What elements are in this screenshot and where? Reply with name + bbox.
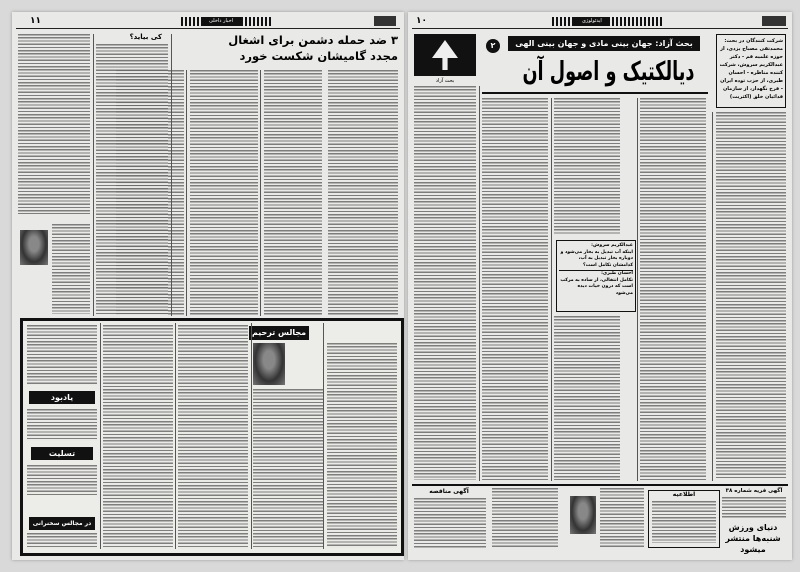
article-column	[482, 98, 548, 480]
article-column	[554, 98, 620, 234]
newspaper-logo	[762, 16, 786, 26]
sokhanrani-title: در مجالس سخنرانی	[29, 517, 95, 530]
ad-text	[722, 497, 786, 519]
notice-column	[178, 325, 248, 549]
photo	[20, 230, 48, 265]
sports-promo: دنیای ورزش شنبه‌ها منتشر میشود	[725, 523, 781, 554]
left-page	[12, 12, 404, 560]
page-header	[412, 16, 788, 29]
tree-icon	[432, 40, 458, 70]
headline-line-1: ۳ ضد حمله دشمن برای اشغال	[228, 33, 398, 47]
notices-section	[20, 318, 404, 556]
quote-author: عبدالکریم سروش:	[591, 243, 633, 248]
notice-column	[103, 325, 173, 549]
section-label: اخبار داخلی	[201, 17, 241, 26]
portrait-photo	[253, 343, 285, 385]
article-column	[52, 224, 90, 314]
page-number: ۱۰	[416, 16, 427, 26]
quote-text: تکامل انتقالی، از ساده به مرکب است که درون خیات دیده می‌شود	[560, 277, 633, 296]
ad-text	[600, 488, 644, 548]
article-column	[414, 86, 476, 480]
notice-column	[27, 533, 97, 549]
article-column	[18, 34, 90, 214]
quote-author: احسان طبری:	[559, 270, 633, 278]
ad-text	[652, 501, 716, 543]
participants-box: شرکت کنندگان در بحث: محمدتقی مصباح یزدی، از حوزه علمیه قم - دکتر عبدالکریم سروش، شرکت کننده مناظره - احسان طبری، از حزب توده ایران - فرخ نگهدار، از سازمان فدائیان خلق (اکثریت)	[716, 34, 786, 108]
headline-line-2: مجدد گامیشان شکست خورد	[239, 49, 398, 63]
pull-quote-box	[556, 240, 636, 312]
notice-column	[27, 465, 97, 495]
tasliyat-title: تسلیت	[31, 447, 93, 460]
article-column	[190, 70, 258, 315]
ad-text	[492, 488, 558, 548]
article-column	[554, 316, 620, 480]
right-page	[408, 12, 792, 560]
notice-column	[327, 343, 397, 548]
page-header	[16, 16, 400, 29]
tender-ad-title: آگهی مناقصه	[429, 488, 469, 495]
notice-column	[253, 389, 323, 549]
headline	[228, 32, 398, 64]
sub-headline: کی بیاید؟	[129, 33, 162, 41]
notices-title: مجالس ترحیم	[249, 326, 309, 340]
announcement-title: اطلاعیه	[672, 491, 696, 498]
announcement-box	[648, 490, 720, 548]
section-label: ایدئولوژی	[574, 17, 610, 26]
kicker: بحث آزاد: جهان بینی مادی و جهان بینی الهی	[508, 36, 700, 51]
article-column	[96, 44, 168, 315]
notice-column	[27, 325, 97, 385]
article-column	[716, 112, 786, 480]
logo-caption: بحث آزاد	[435, 78, 455, 84]
article-column	[264, 70, 322, 315]
yadbud-title: یادبود	[29, 391, 95, 404]
article-column	[640, 98, 706, 480]
article-column	[328, 70, 398, 315]
headline-wrap	[482, 54, 708, 90]
ad-text	[414, 498, 486, 548]
free-debate-logo	[414, 34, 476, 76]
ad-title: آگهی فریه شماره ۳۸	[725, 488, 783, 494]
portrait-photo	[570, 496, 596, 534]
headline: دیالکتیک و اصول آن	[522, 57, 695, 87]
quote-text: اینکه آب تبدیل به بخار می‌شود و دوباره بخار تبدیل به آب، کدامشان تکامل است؟	[560, 249, 633, 268]
page-number: ۱۱	[30, 16, 41, 26]
newspaper-logo	[374, 16, 396, 26]
notice-column	[27, 409, 97, 441]
part-number: ۲	[486, 39, 500, 53]
